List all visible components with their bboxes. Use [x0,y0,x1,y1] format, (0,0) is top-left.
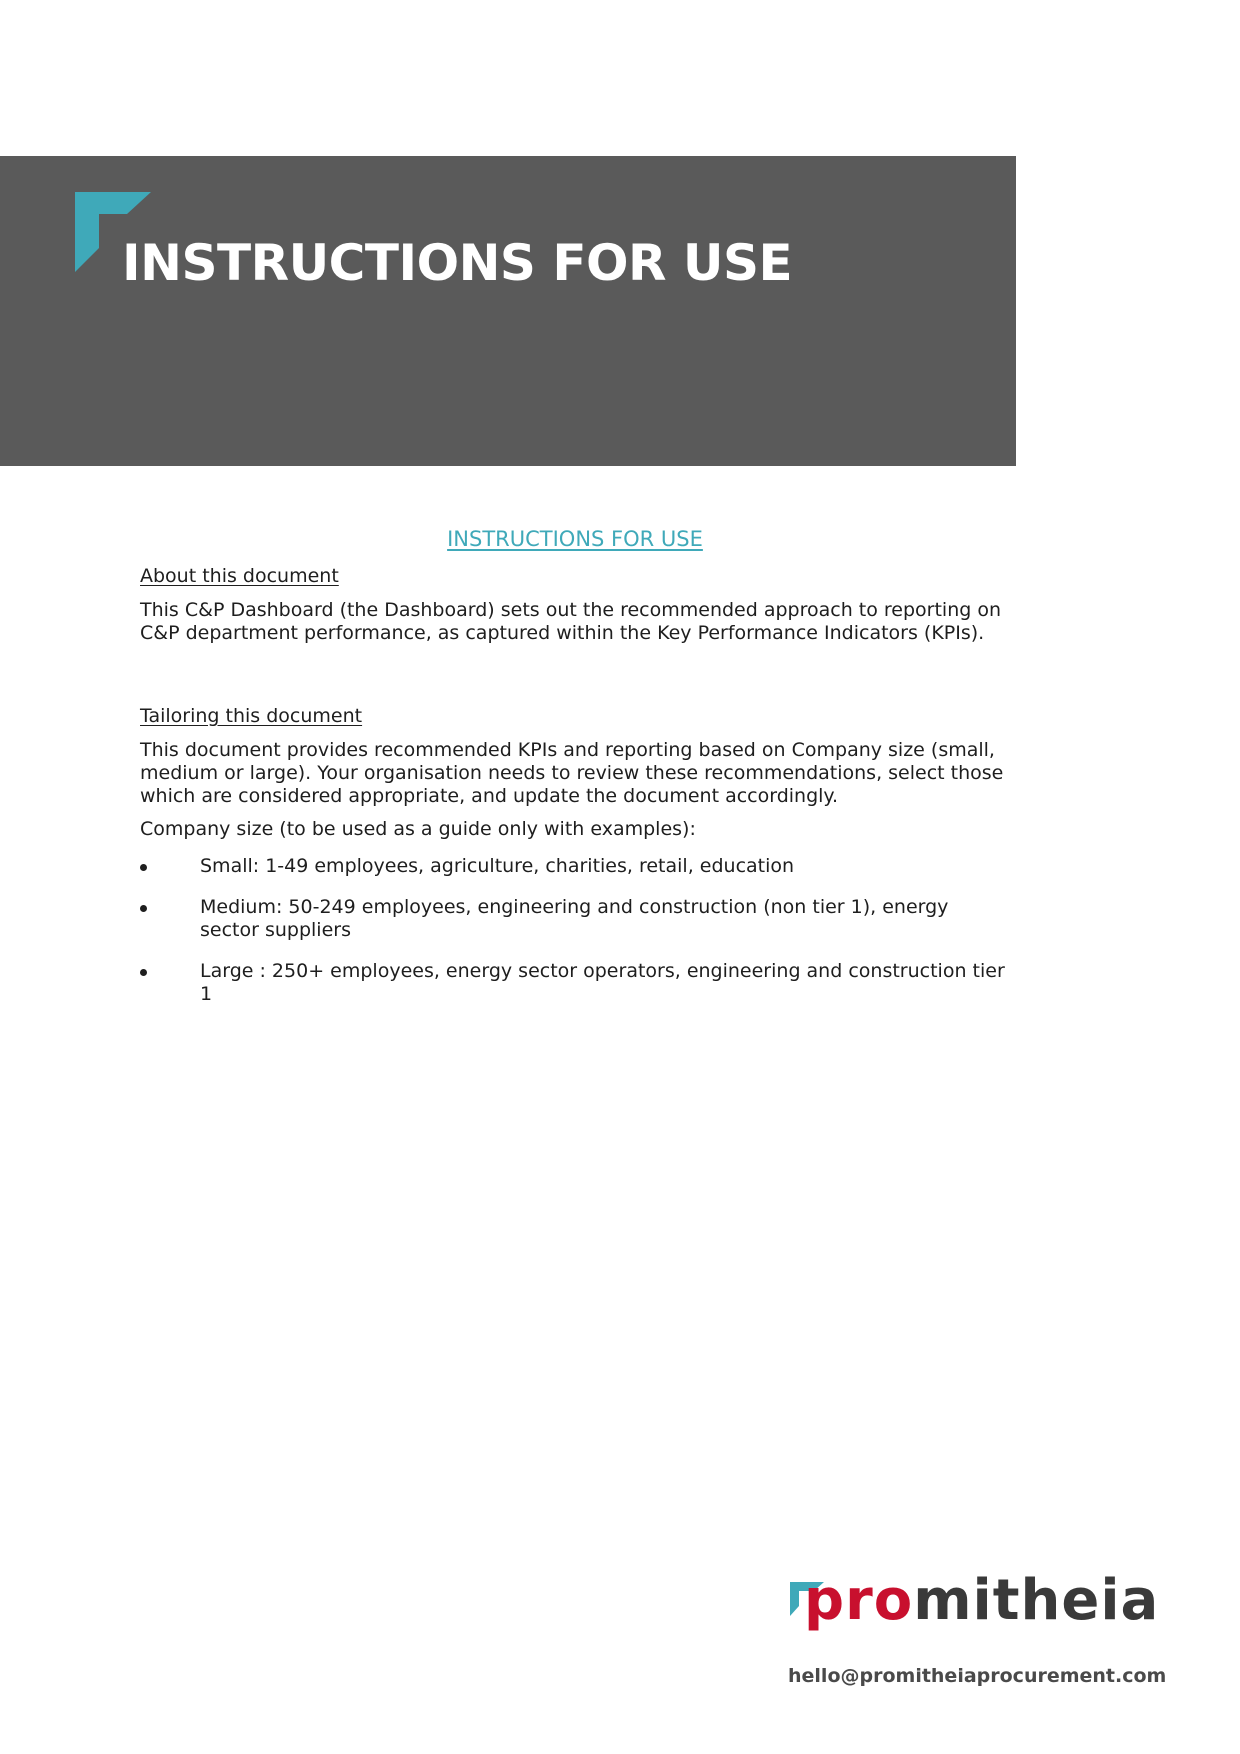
logo-wordmark [804,1568,1159,1633]
tailoring-paragraph: This document provides recommended KPIs and reporting based on Company size (small, medium or large). Your organisation needs to review these recommendations, select those which are considered appropriate, and update the document accordingly. [140,739,1004,807]
document-body [140,527,1010,1024]
about-paragraph: This C&P Dashboard (the Dashboard) sets out the recommended approach to reporting on C&P department performance, as captured within the Key Performance Indicators (KPIs). [140,599,1002,644]
section-spacer [140,655,1010,705]
company-size-intro: Company size (to be used as a guide only with examples): [140,818,696,840]
bullet-icon [140,969,147,976]
tailoring-heading: Tailoring this document [140,705,363,727]
bullet-icon [140,905,147,912]
about-heading: About this document [140,565,339,587]
document-heading: INSTRUCTIONS FOR USE [447,527,703,551]
list-item-text: Large : 250+ employees, energy sector operators, engineering and construction tier 1 [200,960,1005,1005]
banner-title: INSTRUCTIONS FOR USE [122,234,793,292]
list-item [140,960,1010,1006]
logo-part-mitheia: mitheia [913,1568,1160,1633]
company-size-list [140,855,1010,1006]
logo-part-pro: pro [804,1568,914,1633]
company-logo [788,1568,1168,1648]
title-banner [0,156,1016,466]
list-item-text: Medium: 50-249 employees, engineering and construction (non tier 1), energy sector suppliers [200,896,949,941]
contact-email[interactable]: hello@promitheiaprocurement.com [788,1665,1167,1687]
list-item [140,896,1010,942]
list-item [140,855,1010,878]
bullet-icon [140,864,147,871]
list-item-text: Small: 1-49 employees, agriculture, charities, retail, education [200,855,795,877]
